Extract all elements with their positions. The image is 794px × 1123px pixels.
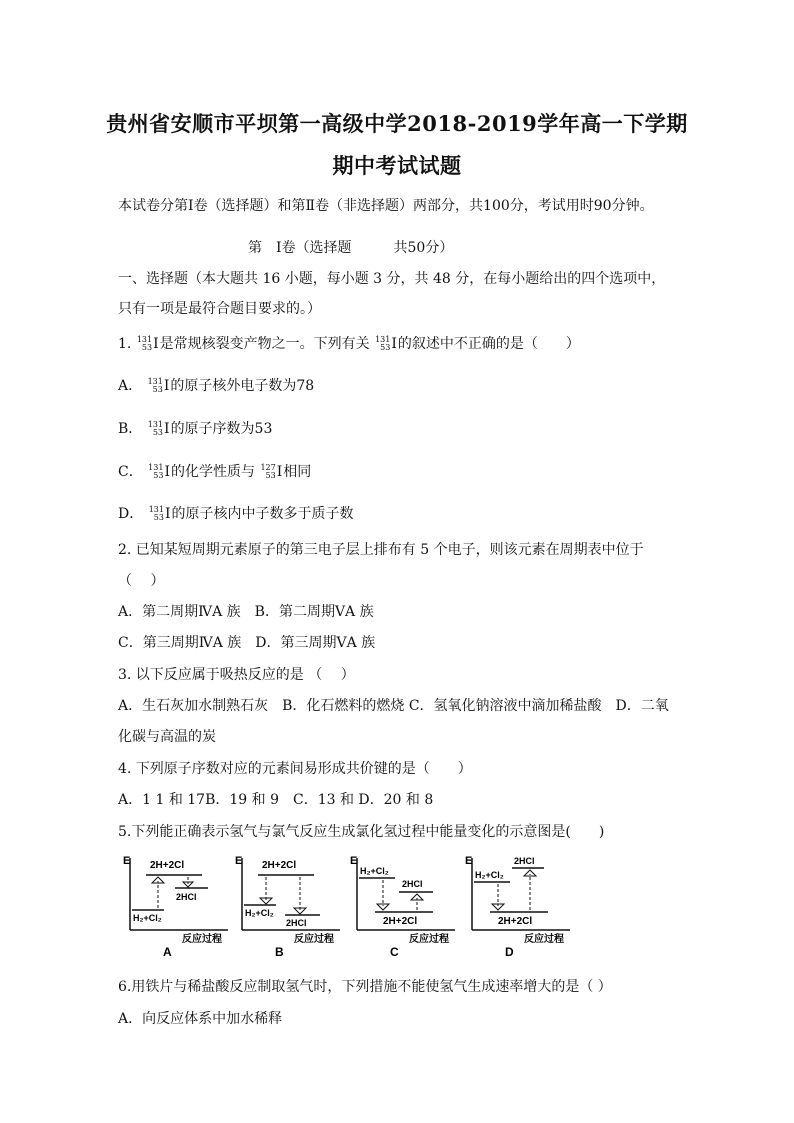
q1-option-b: B． 131 53 I 的原子序数为53 <box>118 420 273 437</box>
q1-stem-b: 的叙述中不正确的是（ ） <box>397 336 580 352</box>
isotope-i131: 131 53 I <box>148 463 170 480</box>
e-axis-label: E <box>350 855 358 867</box>
q1-stem-a: 是常规核裂变产物之一。下列有关 <box>159 336 370 352</box>
isotope-i131: 131 53 I <box>148 505 171 522</box>
q1-option-d: D． 131 53 I 的原子核内中子数多于质子数 <box>118 505 354 522</box>
energy-diagram-b <box>230 850 342 964</box>
choice-label: B <box>275 945 284 959</box>
q3-line-3: 化碳与高温的炭 <box>118 729 216 745</box>
level-atoms: 2H+2Cl <box>262 860 297 871</box>
q4-line-1: 4. 下列原子序数对应的元素间易形成共价键的是（ ） <box>118 761 472 777</box>
q1-option-c: C． 131 53 I 的化学性质与 127 53 I 相同 <box>118 463 312 480</box>
choice-label: A <box>163 945 172 959</box>
level-hcl: 2HCl <box>514 856 535 866</box>
part1-header: 第 Ⅰ卷（选择题 共50分） <box>248 240 454 256</box>
x-axis-label: 反应过程 <box>294 934 334 945</box>
question-1-stem <box>118 333 580 353</box>
q6-line-1: 6.用铁片与稀盐酸反应制取氢气时，下列措施不能使氢气生成速率增大的是（ ） <box>118 979 612 995</box>
title-line-1: 贵州省安顺市平坝第一高级中学2018-2019学年高一下学期 <box>106 111 688 136</box>
section-intro-line-1: 一、选择题（本大题共 16 小题，每小题 3 分，共 48 分，在每小题给出的四个选项中， <box>118 271 666 287</box>
energy-diagram-a <box>118 850 230 964</box>
q3-line-1: 3. 以下反应属于吸热反应的是 （ ） <box>118 667 355 683</box>
level-hcl: 2HCl <box>176 892 197 902</box>
level-atoms: 2H+2Cl <box>150 860 185 871</box>
q2-options-1: A．第二周期ⅣA 族 B．第二周期ⅤA 族 <box>118 604 374 620</box>
q2-line-1: 2. 已知某短周期元素原子的第三电子层上排布有 5 个电子，则该元素在周期表中位于 <box>118 542 644 558</box>
isotope-i131: 131 53 I <box>375 335 397 352</box>
level-h2cl2: H₂+Cl₂ <box>245 908 274 918</box>
q5-line-1: 5.下列能正确表示氢气与氯气反应生成氯化氢过程中能量变化的示意图是( ) <box>118 824 605 840</box>
isotope-i131: 131 53 I <box>147 377 170 394</box>
level-atoms: 2H+2Cl <box>498 916 533 927</box>
choice-label: C <box>390 945 399 959</box>
section-intro-line-2: 只有一项是最符合题目要求的。） <box>118 301 321 317</box>
isotope-i127: 127 53 I <box>260 463 283 480</box>
level-h2cl2: H₂+Cl₂ <box>133 913 162 923</box>
q6-option-a: A．向反应体系中加水稀释 <box>118 1011 283 1027</box>
level-atoms: 2H+2Cl <box>383 916 418 927</box>
choice-label: D <box>505 945 514 959</box>
level-h2cl2: H₂+Cl₂ <box>360 866 389 876</box>
x-axis-label: 反应过程 <box>182 934 222 945</box>
energy-diagram-c <box>345 850 457 964</box>
q1-number: 1. <box>118 336 132 352</box>
exam-intro: 本试卷分第Ⅰ卷（选择题）和第Ⅱ卷（非选择题）两部分，共100分，考试用时90分钟。 <box>118 198 654 214</box>
e-axis-label: E <box>123 855 131 867</box>
isotope-i131: 131 53 I <box>147 420 170 437</box>
x-axis-label: 反应过程 <box>524 934 564 945</box>
q2-options-2: C．第三周期ⅣA 族 D．第三周期ⅤA 族 <box>118 635 376 651</box>
title-line-2: 期中考试试题 <box>332 153 462 178</box>
q2-line-2: （ ） <box>118 573 165 589</box>
q1-option-a: A． 131 53 I 的原子核外电子数为78 <box>118 377 315 394</box>
x-axis-label: 反应过程 <box>409 934 449 945</box>
energy-diagram-d <box>460 850 572 964</box>
e-axis-label: E <box>465 855 473 867</box>
q3-line-2: A．生石灰加水制熟石灰 B．化石燃料的燃烧 C．氢氧化钠溶液中滴加稀盐酸 D．二氧 <box>118 698 669 714</box>
level-h2cl2: H₂+Cl₂ <box>475 870 504 880</box>
e-axis-label: E <box>235 855 243 867</box>
q4-line-2: A．1 1 和 17B．19 和 9 C．13 和 D．20 和 8 <box>118 792 434 808</box>
isotope-i131: 131 53 I <box>136 335 159 352</box>
level-hcl: 2HCl <box>286 918 307 928</box>
level-hcl: 2HCl <box>402 879 423 889</box>
